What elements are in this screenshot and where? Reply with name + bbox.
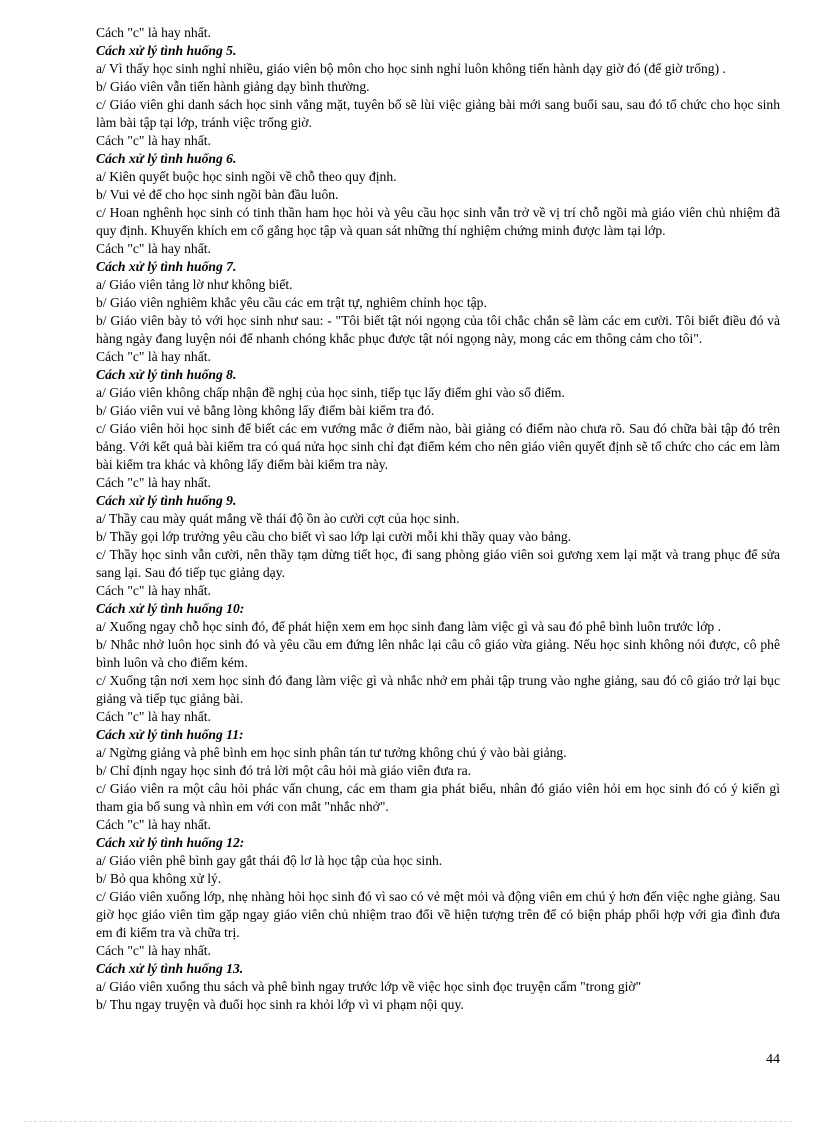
verdict-line: Cách "c" là hay nhất. [96, 25, 211, 40]
page-bottom-divider [24, 1121, 792, 1122]
verdict-line: Cách "c" là hay nhất. [96, 943, 211, 958]
option-b-10: b/ Nhắc nhở luôn học sinh đó và yêu cầu em đứng lên nhắc lại câu cô giáo vừa giảng. Nếu học sinh không nói được, cô phê bình luôn và cho điểm kém. [96, 637, 780, 670]
option-a-12: a/ Giáo viên phê bình gay gắt thái độ lơ là học tập của học sinh. [96, 853, 443, 868]
option-b-7: b/ Giáo viên nghiêm khắc yêu cầu các em trật tự, nghiêm chỉnh học tập. [96, 295, 487, 310]
situation-heading-5: Cách xử lý tình huống 5. [96, 43, 237, 58]
option-b-8: b/ Giáo viên vui vẻ bằng lòng không lấy điểm bài kiểm tra đó. [96, 403, 435, 418]
option-c-9: c/ Thầy học sinh vẫn cười, nên thầy tạm dừng tiết học, đi sang phòng giáo viên soi gương xem lại mặt và trang phục để sửa sang lại. Sau đó tiếp tục giảng dạy. [96, 547, 780, 580]
option-b-12: b/ Bỏ qua không xử lý. [96, 871, 222, 886]
option-c-5: c/ Giáo viên ghi danh sách học sinh vắng mặt, tuyên bố sẽ lùi việc giảng bài mới sang buổi sau, sau đó tổ chức cho học sinh làm bài tập tại lớp, tránh việc trống giờ. [96, 97, 780, 130]
option-b-13: b/ Thu ngay truyện và đuổi học sinh ra khỏi lớp vì vi phạm nội quy. [96, 997, 464, 1012]
option-a-6: a/ Kiên quyết buộc học sinh ngồi về chỗ theo quy định. [96, 169, 397, 184]
option-a-10: a/ Xuống ngay chỗ học sinh đó, để phát hiện xem em học sinh đang làm việc gì và sau đó phê bình luôn trước lớp . [96, 619, 722, 634]
situation-heading-13: Cách xử lý tình huống 13. [96, 961, 244, 976]
option-a-5: a/ Vì thấy học sinh nghỉ nhiều, giáo viên bộ môn cho học sinh nghỉ luôn không tiến hành dạy giờ đó (để giờ trống) . [96, 61, 726, 76]
situation-heading-11: Cách xử lý tình huống 11: [96, 727, 244, 742]
option-c-11: c/ Giáo viên ra một câu hỏi phác vấn chung, các em tham gia phát biểu, nhân đó giáo viên hỏi em học sinh đó có ý kiến gì tham gia bổ sung và nhìn em với con mắt "nhắc nhở". [96, 781, 780, 814]
option-a-7: a/ Giáo viên tảng lờ như không biết. [96, 277, 293, 292]
verdict-line: Cách "c" là hay nhất. [96, 349, 211, 364]
verdict-line: Cách "c" là hay nhất. [96, 133, 211, 148]
situation-heading-8: Cách xử lý tình huống 8. [96, 367, 237, 382]
page-content [96, 24, 780, 1014]
situation-heading-10: Cách xử lý tình huống 10: [96, 601, 245, 616]
option-a-13: a/ Giáo viên xuống thu sách và phê bình ngay trước lớp về việc học sinh đọc truyện cấm "trong giờ" [96, 979, 642, 994]
option-b-6: b/ Vui vẻ để cho học sinh ngồi bàn đầu luôn. [96, 187, 339, 202]
option-a-11: a/ Ngừng giảng và phê bình em học sinh phân tán tư tưởng không chú ý vào bài giảng. [96, 745, 567, 760]
verdict-line: Cách "c" là hay nhất. [96, 709, 211, 724]
page-number: 44 [766, 1052, 780, 1067]
verdict-line: Cách "c" là hay nhất. [96, 241, 211, 256]
situation-heading-7: Cách xử lý tình huống 7. [96, 259, 237, 274]
option-b-5: b/ Giáo viên vẫn tiến hành giảng dạy bình thường. [96, 79, 370, 94]
option-c-6: c/ Hoan nghênh học sinh có tinh thần ham học hỏi và yêu cầu học sinh vẫn trở về vị trí chỗ ngồi mà giáo viên chủ nhiệm đã quy định. Khuyến khích em cố gắng học tập và quan sát những thí nghiệm chứng minh được làm tại lớp. [96, 205, 780, 238]
situation-heading-6: Cách xử lý tình huống 6. [96, 151, 237, 166]
situation-heading-12: Cách xử lý tình huống 12: [96, 835, 245, 850]
verdict-line: Cách "c" là hay nhất. [96, 583, 211, 598]
option-b-11: b/ Chỉ định ngay học sinh đó trả lời một câu hỏi mà giáo viên đưa ra. [96, 763, 472, 778]
option-c-7: b/ Giáo viên bày tỏ với học sinh như sau: - "Tôi biết tật nói ngọng của tôi chắc chắn sẽ làm các em cười. Tôi biết điều đó và hàng ngày đang luyện nói để nhanh chóng khắc phục được tật nói ngọng này, mong các em thông cảm cho tôi". [96, 313, 780, 346]
option-b-9: b/ Thầy gọi lớp trưởng yêu cầu cho biết vì sao lớp lại cười mỗi khi thầy quay vào bảng. [96, 529, 572, 544]
option-a-9: a/ Thầy cau mày quát mắng về thái độ ồn ào cười cợt của học sinh. [96, 511, 460, 526]
option-c-8: c/ Giáo viên hỏi học sinh để biết các em vướng mắc ở điểm nào, bài giảng có điểm nào chưa rõ. Sau đó chữa bài tập đó trên bảng. Với kết quả bài kiểm tra có quá nửa học sinh chỉ đạt điểm kém cho nên giáo viên quyết định sẽ tổ chức cho các em làm bài kiểm tra khác và không lấy điểm bài kiểm tra này. [96, 421, 780, 472]
option-c-10: c/ Xuống tận nơi xem học sinh đó đang làm việc gì và nhắc nhở em phải tập trung vào nghe giảng, sau đó cô giáo trở lại bục giảng và tiếp tục giảng bài. [96, 673, 780, 706]
verdict-line: Cách "c" là hay nhất. [96, 475, 211, 490]
situation-heading-9: Cách xử lý tình huống 9. [96, 493, 237, 508]
option-a-8: a/ Giáo viên không chấp nhận đề nghị của học sinh, tiếp tục lấy điểm ghi vào sổ điểm. [96, 385, 565, 400]
verdict-line: Cách "c" là hay nhất. [96, 817, 211, 832]
option-c-12: c/ Giáo viên xuống lớp, nhẹ nhàng hỏi học sinh đó vì sao có vẻ mệt mỏi và động viên em chú ý hơn đến việc nghe giảng. Sau giờ học giáo viên tìm gặp ngay giáo viên chủ nhiệm trao đổi về hiện tượng trên để có biện pháp phối hợp với gia đình đưa em đi kiểm tra và chữa trị. [96, 889, 780, 940]
